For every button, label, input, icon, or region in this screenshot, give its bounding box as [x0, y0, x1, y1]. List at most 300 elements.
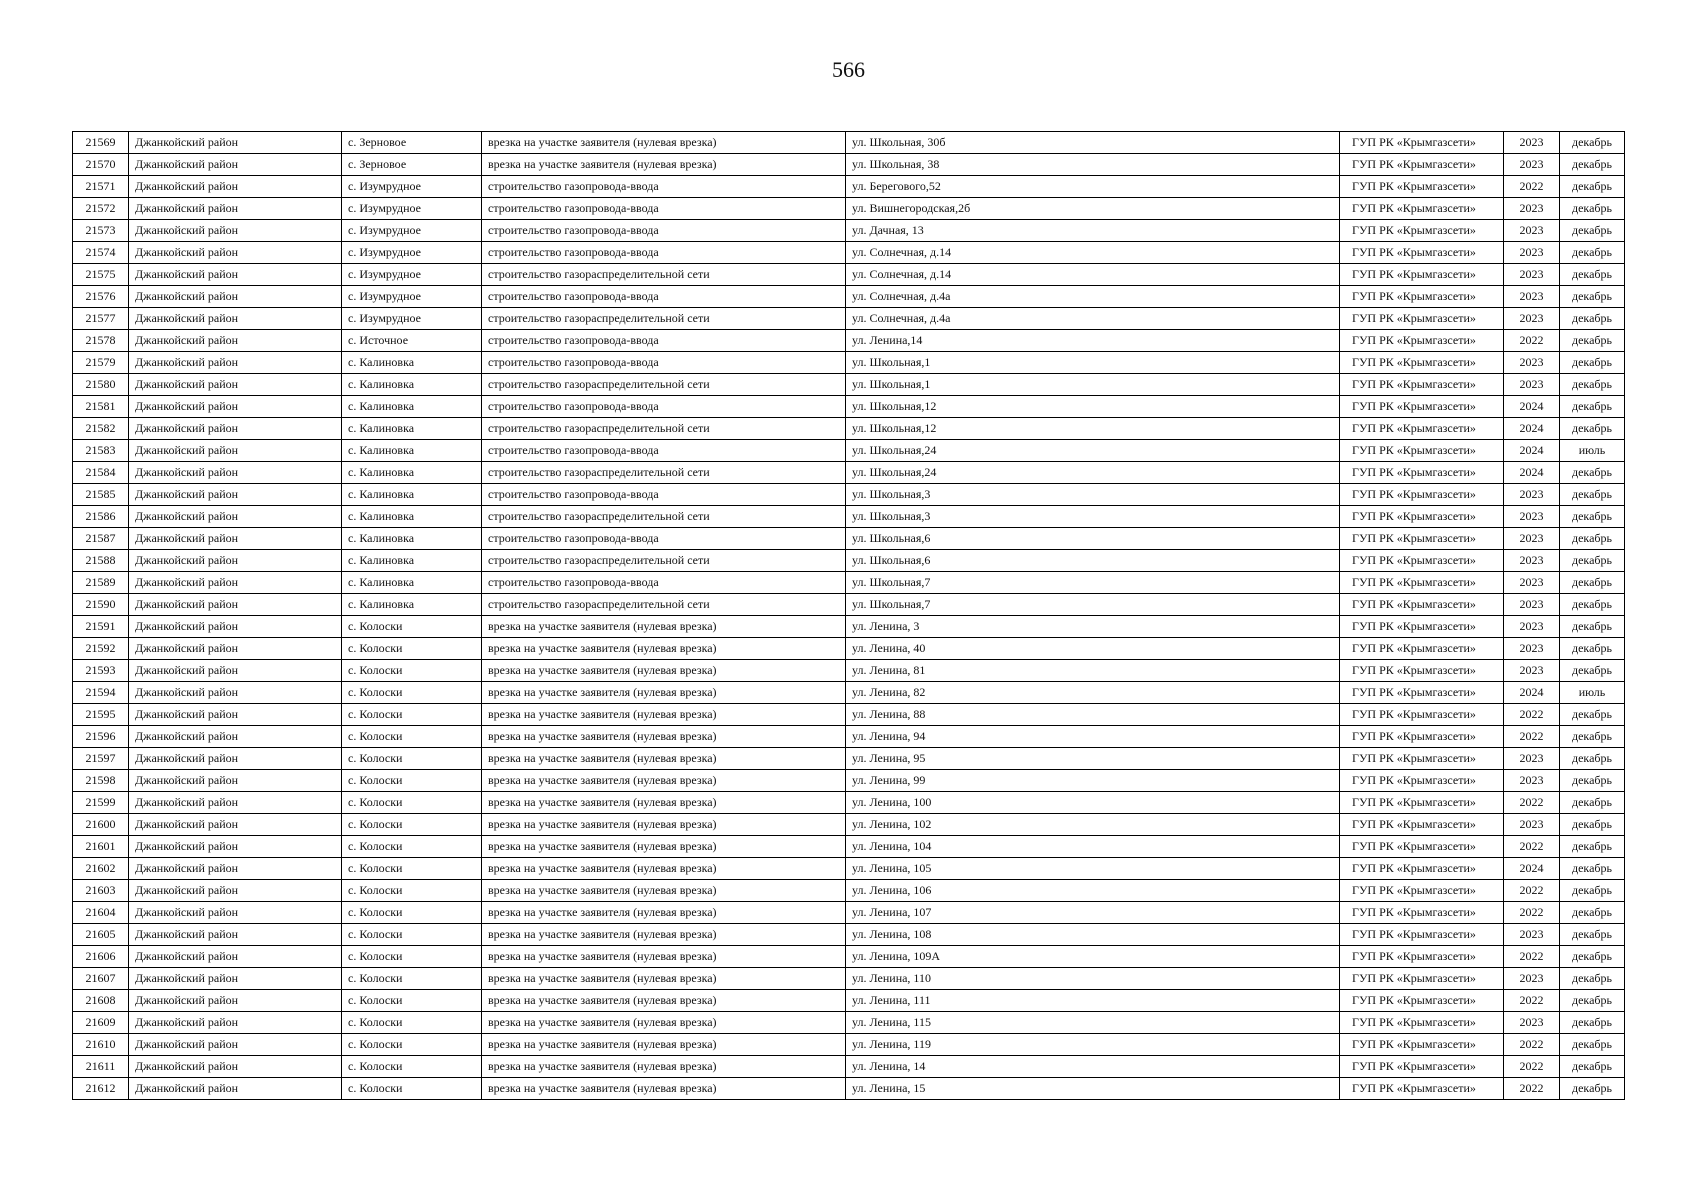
month-cell: декабрь	[1560, 506, 1625, 528]
owner-cell: ГУП РК «Крымгазсети»	[1340, 792, 1504, 814]
district-cell: Джанкойский район	[129, 1034, 342, 1056]
year-cell: 2023	[1504, 968, 1560, 990]
year-cell: 2022	[1504, 880, 1560, 902]
month-cell: декабрь	[1560, 594, 1625, 616]
owner-cell: ГУП РК «Крымгазсети»	[1340, 440, 1504, 462]
month-cell: декабрь	[1560, 770, 1625, 792]
district-cell: Джанкойский район	[129, 946, 342, 968]
district-cell: Джанкойский район	[129, 638, 342, 660]
locality-cell: с. Калиновка	[342, 352, 482, 374]
table-row	[73, 880, 1625, 902]
month-cell: декабрь	[1560, 836, 1625, 858]
table-row	[73, 418, 1625, 440]
year-cell: 2022	[1504, 946, 1560, 968]
row-number-cell: 21606	[73, 946, 129, 968]
district-cell: Джанкойский район	[129, 858, 342, 880]
year-cell: 2023	[1504, 1012, 1560, 1034]
work-type-cell: строительство газопровода-ввода	[482, 528, 846, 550]
address-cell: ул. Школьная,3	[846, 484, 1340, 506]
work-type-cell: строительство газопровода-ввода	[482, 220, 846, 242]
address-cell: ул. Ленина, 107	[846, 902, 1340, 924]
table-row	[73, 528, 1625, 550]
work-type-cell: врезка на участке заявителя (нулевая врезка)	[482, 968, 846, 990]
locality-cell: с. Изумрудное	[342, 264, 482, 286]
work-type-cell: строительство газопровода-ввода	[482, 330, 846, 352]
address-cell: ул. Ленина, 111	[846, 990, 1340, 1012]
row-number-cell: 21600	[73, 814, 129, 836]
owner-cell: ГУП РК «Крымгазсети»	[1340, 506, 1504, 528]
table-row	[73, 770, 1625, 792]
address-cell: ул. Школьная,7	[846, 572, 1340, 594]
locality-cell: с. Колоски	[342, 858, 482, 880]
address-cell: ул. Школьная,1	[846, 352, 1340, 374]
owner-cell: ГУП РК «Крымгазсети»	[1340, 242, 1504, 264]
locality-cell: с. Изумрудное	[342, 176, 482, 198]
locality-cell: с. Колоски	[342, 660, 482, 682]
owner-cell: ГУП РК «Крымгазсети»	[1340, 528, 1504, 550]
owner-cell: ГУП РК «Крымгазсети»	[1340, 330, 1504, 352]
table-row	[73, 946, 1625, 968]
district-cell: Джанкойский район	[129, 308, 342, 330]
district-cell: Джанкойский район	[129, 814, 342, 836]
year-cell: 2022	[1504, 902, 1560, 924]
district-cell: Джанкойский район	[129, 330, 342, 352]
owner-cell: ГУП РК «Крымгазсети»	[1340, 968, 1504, 990]
owner-cell: ГУП РК «Крымгазсети»	[1340, 286, 1504, 308]
address-cell: ул. Школьная,12	[846, 396, 1340, 418]
owner-cell: ГУП РК «Крымгазсети»	[1340, 946, 1504, 968]
address-cell: ул. Школьная,7	[846, 594, 1340, 616]
table-row	[73, 550, 1625, 572]
address-cell: ул. Школьная,6	[846, 550, 1340, 572]
month-cell: декабрь	[1560, 484, 1625, 506]
locality-cell: с. Зерновое	[342, 154, 482, 176]
owner-cell: ГУП РК «Крымгазсети»	[1340, 352, 1504, 374]
locality-cell: с. Колоски	[342, 1056, 482, 1078]
owner-cell: ГУП РК «Крымгазсети»	[1340, 154, 1504, 176]
table-row	[73, 264, 1625, 286]
month-cell: декабрь	[1560, 220, 1625, 242]
address-cell: ул. Ленина, 40	[846, 638, 1340, 660]
address-cell: ул. Ленина, 15	[846, 1078, 1340, 1100]
year-cell: 2022	[1504, 836, 1560, 858]
district-cell: Джанкойский район	[129, 176, 342, 198]
address-cell: ул. Школьная,1	[846, 374, 1340, 396]
locality-cell: с. Колоски	[342, 1078, 482, 1100]
address-cell: ул. Ленина, 95	[846, 748, 1340, 770]
district-cell: Джанкойский район	[129, 572, 342, 594]
work-type-cell: врезка на участке заявителя (нулевая врезка)	[482, 638, 846, 660]
district-cell: Джанкойский район	[129, 418, 342, 440]
address-cell: ул. Ленина, 110	[846, 968, 1340, 990]
table-row	[73, 814, 1625, 836]
district-cell: Джанкойский район	[129, 594, 342, 616]
table-row	[73, 330, 1625, 352]
month-cell: декабрь	[1560, 550, 1625, 572]
owner-cell: ГУП РК «Крымгазсети»	[1340, 726, 1504, 748]
address-cell: ул. Школьная,3	[846, 506, 1340, 528]
row-number-cell: 21575	[73, 264, 129, 286]
address-cell: ул. Ленина, 82	[846, 682, 1340, 704]
year-cell: 2022	[1504, 176, 1560, 198]
table-row	[73, 242, 1625, 264]
month-cell: декабрь	[1560, 1056, 1625, 1078]
district-cell: Джанкойский район	[129, 1078, 342, 1100]
district-cell: Джанкойский район	[129, 902, 342, 924]
locality-cell: с. Изумрудное	[342, 286, 482, 308]
year-cell: 2023	[1504, 154, 1560, 176]
table-row	[73, 836, 1625, 858]
register-table-wrapper	[72, 131, 1624, 1100]
month-cell: декабрь	[1560, 792, 1625, 814]
year-cell: 2023	[1504, 924, 1560, 946]
row-number-cell: 21586	[73, 506, 129, 528]
month-cell: декабрь	[1560, 704, 1625, 726]
address-cell: ул. Солнечная, д.14	[846, 264, 1340, 286]
month-cell: декабрь	[1560, 924, 1625, 946]
owner-cell: ГУП РК «Крымгазсети»	[1340, 1034, 1504, 1056]
owner-cell: ГУП РК «Крымгазсети»	[1340, 396, 1504, 418]
row-number-cell: 21583	[73, 440, 129, 462]
address-cell: ул. Школьная, 30б	[846, 132, 1340, 154]
year-cell: 2024	[1504, 418, 1560, 440]
year-cell: 2022	[1504, 704, 1560, 726]
work-type-cell: врезка на участке заявителя (нулевая врезка)	[482, 616, 846, 638]
owner-cell: ГУП РК «Крымгазсети»	[1340, 594, 1504, 616]
address-cell: ул. Школьная,24	[846, 462, 1340, 484]
month-cell: декабрь	[1560, 242, 1625, 264]
owner-cell: ГУП РК «Крымгазсети»	[1340, 308, 1504, 330]
month-cell: декабрь	[1560, 352, 1625, 374]
locality-cell: с. Колоски	[342, 1012, 482, 1034]
work-type-cell: строительство газопровода-ввода	[482, 396, 846, 418]
table-row	[73, 176, 1625, 198]
table-row	[73, 902, 1625, 924]
district-cell: Джанкойский район	[129, 550, 342, 572]
locality-cell: с. Колоски	[342, 836, 482, 858]
owner-cell: ГУП РК «Крымгазсети»	[1340, 462, 1504, 484]
address-cell: ул. Солнечная, д.14	[846, 242, 1340, 264]
row-number-cell: 21572	[73, 198, 129, 220]
work-type-cell: врезка на участке заявителя (нулевая врезка)	[482, 924, 846, 946]
table-row	[73, 616, 1625, 638]
year-cell: 2023	[1504, 616, 1560, 638]
year-cell: 2023	[1504, 550, 1560, 572]
locality-cell: с. Калиновка	[342, 440, 482, 462]
locality-cell: с. Изумрудное	[342, 198, 482, 220]
address-cell: ул. Школьная, 38	[846, 154, 1340, 176]
month-cell: декабрь	[1560, 330, 1625, 352]
year-cell: 2022	[1504, 1056, 1560, 1078]
work-type-cell: врезка на участке заявителя (нулевая врезка)	[482, 1034, 846, 1056]
month-cell: декабрь	[1560, 946, 1625, 968]
district-cell: Джанкойский район	[129, 792, 342, 814]
row-number-cell: 21584	[73, 462, 129, 484]
district-cell: Джанкойский район	[129, 396, 342, 418]
locality-cell: с. Изумрудное	[342, 308, 482, 330]
district-cell: Джанкойский район	[129, 198, 342, 220]
owner-cell: ГУП РК «Крымгазсети»	[1340, 132, 1504, 154]
year-cell: 2023	[1504, 814, 1560, 836]
year-cell: 2024	[1504, 440, 1560, 462]
work-type-cell: строительство газопровода-ввода	[482, 352, 846, 374]
year-cell: 2022	[1504, 792, 1560, 814]
month-cell: декабрь	[1560, 1012, 1625, 1034]
locality-cell: с. Калиновка	[342, 418, 482, 440]
table-row	[73, 308, 1625, 330]
year-cell: 2023	[1504, 748, 1560, 770]
owner-cell: ГУП РК «Крымгазсети»	[1340, 660, 1504, 682]
month-cell: декабрь	[1560, 726, 1625, 748]
address-cell: ул. Школьная,6	[846, 528, 1340, 550]
address-cell: ул. Ленина, 109А	[846, 946, 1340, 968]
locality-cell: с. Калиновка	[342, 550, 482, 572]
district-cell: Джанкойский район	[129, 374, 342, 396]
row-number-cell: 21576	[73, 286, 129, 308]
year-cell: 2022	[1504, 1034, 1560, 1056]
row-number-cell: 21590	[73, 594, 129, 616]
work-type-cell: врезка на участке заявителя (нулевая врезка)	[482, 704, 846, 726]
row-number-cell: 21597	[73, 748, 129, 770]
row-number-cell: 21611	[73, 1056, 129, 1078]
row-number-cell: 21585	[73, 484, 129, 506]
address-cell: ул. Ленина, 100	[846, 792, 1340, 814]
district-cell: Джанкойский район	[129, 1012, 342, 1034]
work-type-cell: врезка на участке заявителя (нулевая врезка)	[482, 814, 846, 836]
address-cell: ул. Дачная, 13	[846, 220, 1340, 242]
locality-cell: с. Колоски	[342, 814, 482, 836]
locality-cell: с. Калиновка	[342, 484, 482, 506]
table-row	[73, 924, 1625, 946]
locality-cell: с. Колоски	[342, 682, 482, 704]
month-cell: декабрь	[1560, 990, 1625, 1012]
table-row	[73, 682, 1625, 704]
table-row	[73, 506, 1625, 528]
locality-cell: с. Колоски	[342, 968, 482, 990]
year-cell: 2023	[1504, 572, 1560, 594]
district-cell: Джанкойский район	[129, 484, 342, 506]
page-number: 566	[832, 57, 865, 82]
row-number-cell: 21599	[73, 792, 129, 814]
month-cell: декабрь	[1560, 418, 1625, 440]
month-cell: декабрь	[1560, 638, 1625, 660]
district-cell: Джанкойский район	[129, 440, 342, 462]
table-row	[73, 704, 1625, 726]
owner-cell: ГУП РК «Крымгазсети»	[1340, 198, 1504, 220]
table-row	[73, 154, 1625, 176]
locality-cell: с. Колоски	[342, 770, 482, 792]
locality-cell: с. Колоски	[342, 638, 482, 660]
district-cell: Джанкойский район	[129, 836, 342, 858]
table-row	[73, 1056, 1625, 1078]
month-cell: июль	[1560, 682, 1625, 704]
row-number-cell: 21607	[73, 968, 129, 990]
address-cell: ул. Школьная,24	[846, 440, 1340, 462]
table-row	[73, 1012, 1625, 1034]
row-number-cell: 21603	[73, 880, 129, 902]
row-number-cell: 21580	[73, 374, 129, 396]
work-type-cell: врезка на участке заявителя (нулевая врезка)	[482, 902, 846, 924]
table-row	[73, 440, 1625, 462]
table-row	[73, 572, 1625, 594]
district-cell: Джанкойский район	[129, 506, 342, 528]
row-number-cell: 21589	[73, 572, 129, 594]
district-cell: Джанкойский район	[129, 220, 342, 242]
owner-cell: ГУП РК «Крымгазсети»	[1340, 924, 1504, 946]
address-cell: ул. Ленина, 3	[846, 616, 1340, 638]
work-type-cell: врезка на участке заявителя (нулевая врезка)	[482, 836, 846, 858]
owner-cell: ГУП РК «Крымгазсети»	[1340, 220, 1504, 242]
owner-cell: ГУП РК «Крымгазсети»	[1340, 484, 1504, 506]
row-number-cell: 21594	[73, 682, 129, 704]
owner-cell: ГУП РК «Крымгазсети»	[1340, 748, 1504, 770]
row-number-cell: 21593	[73, 660, 129, 682]
district-cell: Джанкойский район	[129, 968, 342, 990]
row-number-cell: 21569	[73, 132, 129, 154]
district-cell: Джанкойский район	[129, 924, 342, 946]
district-cell: Джанкойский район	[129, 990, 342, 1012]
work-type-cell: врезка на участке заявителя (нулевая врезка)	[482, 1056, 846, 1078]
row-number-cell: 21582	[73, 418, 129, 440]
year-cell: 2023	[1504, 286, 1560, 308]
row-number-cell: 21612	[73, 1078, 129, 1100]
locality-cell: с. Колоски	[342, 704, 482, 726]
owner-cell: ГУП РК «Крымгазсети»	[1340, 836, 1504, 858]
year-cell: 2023	[1504, 308, 1560, 330]
year-cell: 2024	[1504, 462, 1560, 484]
address-cell: ул. Школьная,12	[846, 418, 1340, 440]
year-cell: 2024	[1504, 682, 1560, 704]
register-table	[72, 131, 1625, 1100]
district-cell: Джанкойский район	[129, 880, 342, 902]
year-cell: 2022	[1504, 1078, 1560, 1100]
owner-cell: ГУП РК «Крымгазсети»	[1340, 704, 1504, 726]
month-cell: декабрь	[1560, 528, 1625, 550]
month-cell: декабрь	[1560, 264, 1625, 286]
year-cell: 2022	[1504, 990, 1560, 1012]
locality-cell: с. Калиновка	[342, 462, 482, 484]
district-cell: Джанкойский район	[129, 704, 342, 726]
work-type-cell: строительство газораспределительной сети	[482, 462, 846, 484]
table-row	[73, 484, 1625, 506]
row-number-cell: 21605	[73, 924, 129, 946]
row-number-cell: 21573	[73, 220, 129, 242]
year-cell: 2023	[1504, 374, 1560, 396]
table-row	[73, 748, 1625, 770]
owner-cell: ГУП РК «Крымгазсети»	[1340, 880, 1504, 902]
year-cell: 2023	[1504, 528, 1560, 550]
locality-cell: с. Колоски	[342, 880, 482, 902]
work-type-cell: врезка на участке заявителя (нулевая врезка)	[482, 770, 846, 792]
district-cell: Джанкойский район	[129, 1056, 342, 1078]
month-cell: июль	[1560, 440, 1625, 462]
district-cell: Джанкойский район	[129, 660, 342, 682]
table-row	[73, 132, 1625, 154]
work-type-cell: врезка на участке заявителя (нулевая врезка)	[482, 132, 846, 154]
month-cell: декабрь	[1560, 286, 1625, 308]
locality-cell: с. Источное	[342, 330, 482, 352]
month-cell: декабрь	[1560, 308, 1625, 330]
table-row	[73, 352, 1625, 374]
row-number-cell: 21604	[73, 902, 129, 924]
locality-cell: с. Калиновка	[342, 528, 482, 550]
address-cell: ул. Ленина, 105	[846, 858, 1340, 880]
address-cell: ул. Ленина, 99	[846, 770, 1340, 792]
district-cell: Джанкойский район	[129, 154, 342, 176]
locality-cell: с. Калиновка	[342, 396, 482, 418]
work-type-cell: строительство газораспределительной сети	[482, 550, 846, 572]
locality-cell: с. Изумрудное	[342, 242, 482, 264]
locality-cell: с. Калиновка	[342, 374, 482, 396]
district-cell: Джанкойский район	[129, 616, 342, 638]
owner-cell: ГУП РК «Крымгазсети»	[1340, 814, 1504, 836]
district-cell: Джанкойский район	[129, 264, 342, 286]
month-cell: декабрь	[1560, 572, 1625, 594]
locality-cell: с. Колоски	[342, 1034, 482, 1056]
row-number-cell: 21577	[73, 308, 129, 330]
locality-cell: с. Калиновка	[342, 572, 482, 594]
district-cell: Джанкойский район	[129, 352, 342, 374]
work-type-cell: строительство газопровода-ввода	[482, 286, 846, 308]
work-type-cell: врезка на участке заявителя (нулевая врезка)	[482, 660, 846, 682]
owner-cell: ГУП РК «Крымгазсети»	[1340, 572, 1504, 594]
row-number-cell: 21581	[73, 396, 129, 418]
month-cell: декабрь	[1560, 1034, 1625, 1056]
locality-cell: с. Колоски	[342, 726, 482, 748]
work-type-cell: строительство газопровода-ввода	[482, 198, 846, 220]
table-row	[73, 660, 1625, 682]
owner-cell: ГУП РК «Крымгазсети»	[1340, 418, 1504, 440]
year-cell: 2023	[1504, 242, 1560, 264]
year-cell: 2023	[1504, 352, 1560, 374]
work-type-cell: врезка на участке заявителя (нулевая врезка)	[482, 990, 846, 1012]
table-row	[73, 374, 1625, 396]
year-cell: 2023	[1504, 198, 1560, 220]
work-type-cell: врезка на участке заявителя (нулевая врезка)	[482, 1012, 846, 1034]
row-number-cell: 21598	[73, 770, 129, 792]
row-number-cell: 21608	[73, 990, 129, 1012]
year-cell: 2023	[1504, 484, 1560, 506]
month-cell: декабрь	[1560, 154, 1625, 176]
address-cell: ул. Ленина, 88	[846, 704, 1340, 726]
work-type-cell: врезка на участке заявителя (нулевая врезка)	[482, 748, 846, 770]
locality-cell: с. Колоски	[342, 946, 482, 968]
owner-cell: ГУП РК «Крымгазсети»	[1340, 616, 1504, 638]
address-cell: ул. Ленина, 108	[846, 924, 1340, 946]
row-number-cell: 21587	[73, 528, 129, 550]
row-number-cell: 21601	[73, 836, 129, 858]
table-row	[73, 1078, 1625, 1100]
owner-cell: ГУП РК «Крымгазсети»	[1340, 682, 1504, 704]
work-type-cell: врезка на участке заявителя (нулевая врезка)	[482, 792, 846, 814]
row-number-cell: 21579	[73, 352, 129, 374]
district-cell: Джанкойский район	[129, 748, 342, 770]
owner-cell: ГУП РК «Крымгазсети»	[1340, 374, 1504, 396]
address-cell: ул. Ленина, 104	[846, 836, 1340, 858]
row-number-cell: 21578	[73, 330, 129, 352]
work-type-cell: строительство газораспределительной сети	[482, 374, 846, 396]
table-row	[73, 726, 1625, 748]
year-cell: 2023	[1504, 264, 1560, 286]
work-type-cell: врезка на участке заявителя (нулевая врезка)	[482, 154, 846, 176]
work-type-cell: врезка на участке заявителя (нулевая врезка)	[482, 682, 846, 704]
district-cell: Джанкойский район	[129, 462, 342, 484]
month-cell: декабрь	[1560, 132, 1625, 154]
locality-cell: с. Колоски	[342, 902, 482, 924]
year-cell: 2023	[1504, 220, 1560, 242]
table-row	[73, 990, 1625, 1012]
month-cell: декабрь	[1560, 374, 1625, 396]
